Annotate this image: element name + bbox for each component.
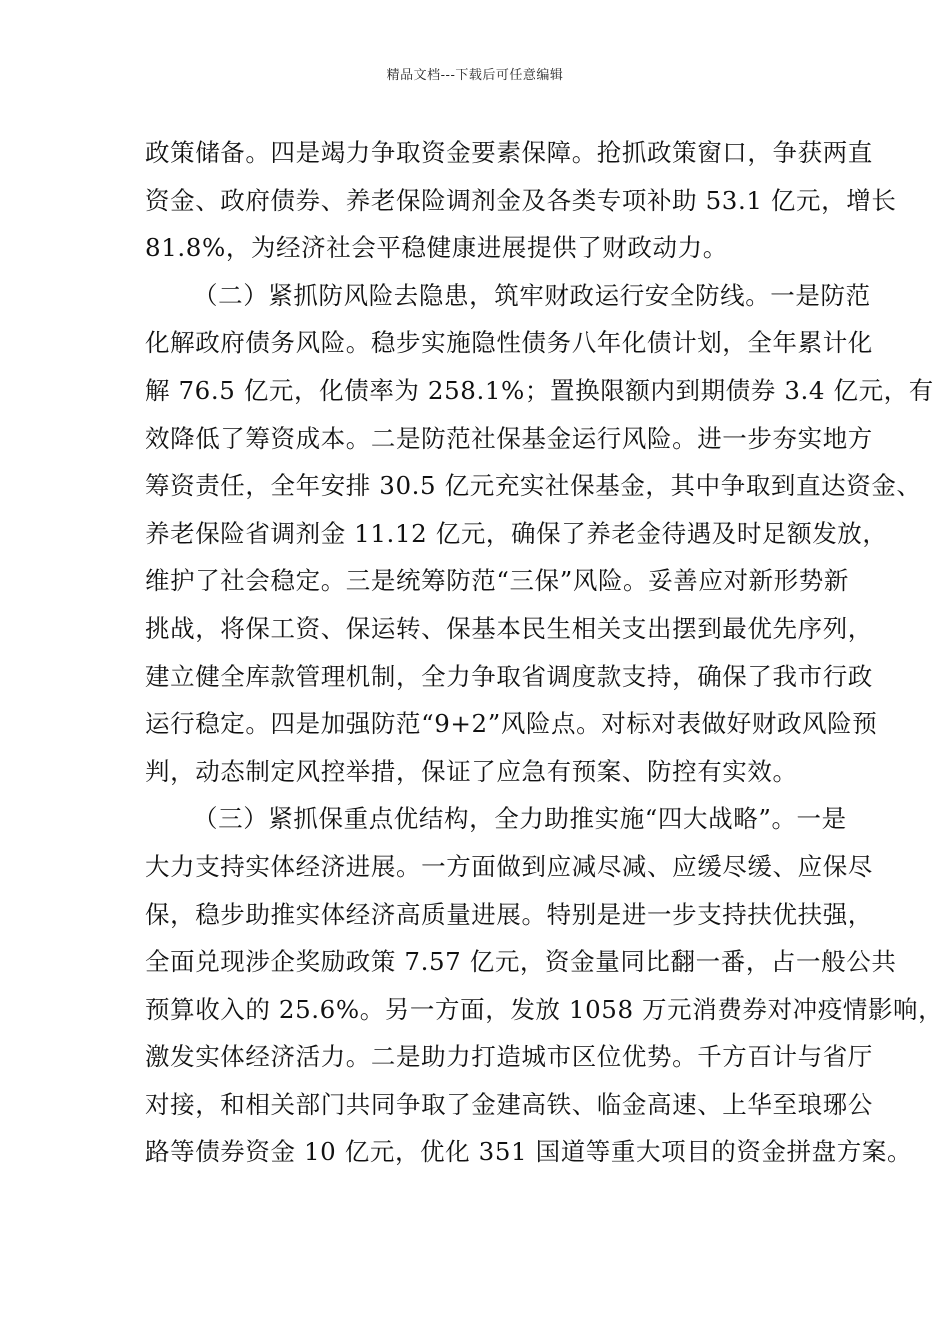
text-line: 运行稳定。四是加强防范“9+2”风险点。对标对表做好财政风险预 bbox=[145, 709, 878, 739]
text-line: 路等债券资金 10 亿元，优化 351 国道等重大项目的资金拼盘方案。 bbox=[145, 1137, 913, 1167]
text-line: 效降低了筹资成本。二是防范社保基金运行风险。进一步夯实地方 bbox=[145, 423, 873, 453]
section-heading-line: （二）紧抓防风险去隐患，筑牢财政运行安全防线。一是防范 bbox=[193, 280, 871, 310]
text-line: 建立健全库款管理机制，全力争取省调度款支持，确保了我市行政 bbox=[145, 661, 873, 691]
text-line: 预算收入的 25.6%。另一方面，发放 1058 万元消费券对冲疫情影响， bbox=[145, 994, 944, 1024]
section-heading-line: （三）紧抓保重点优结构，全力助推实施“四大战略”。一是 bbox=[193, 804, 847, 834]
text-line: 激发实体经济活力。二是助力打造城市区位优势。千方百计与省厅 bbox=[145, 1042, 873, 1072]
text-line: 对接，和相关部门共同争取了金建高铁、临金高速、上华至琅琊公 bbox=[145, 1089, 873, 1119]
text-line: 挑战，将保工资、保运转、保基本民生相关支出摆到最优先序列， bbox=[145, 613, 873, 643]
text-line: 政策储备。四是竭力争取资金要素保障。抢抓政策窗口，争获两直 bbox=[145, 138, 873, 167]
text-line: 保，稳步助推实体经济高质量进展。特别是进一步支持扶优扶强， bbox=[145, 899, 873, 929]
text-line: 解 76.5 亿元，化债率为 258.1%；置换限额内到期债券 3.4 亿元，有 bbox=[145, 375, 934, 405]
text-line: 筹资责任，全年安排 30.5 亿元充实社保基金，其中争取到直达资金、 bbox=[145, 471, 922, 501]
document-body bbox=[145, 133, 944, 1180]
text-line: 判，动态制定风控举措，保证了应急有预案、防控有实效。 bbox=[145, 756, 798, 786]
text-line: 维护了社会稳定。三是统筹防范“三保”风险。妥善应对新形势新 bbox=[145, 566, 849, 596]
page-header: 精品文档---下载后可任意编辑 bbox=[386, 68, 564, 83]
text-line: 81.8%，为经济社会平稳健康进展提供了财政动力。 bbox=[145, 233, 728, 263]
text-line: 资金、政府债券、养老保险调剂金及各类专项补助 53.1 亿元，增长 bbox=[145, 185, 897, 215]
text-line: 化解政府债务风险。稳步实施隐性债务八年化债计划，全年累计化 bbox=[145, 328, 873, 358]
text-line: 养老保险省调剂金 11.12 亿元，确保了养老金待遇及时足额发放， bbox=[145, 518, 888, 548]
text-line: 大力支持实体经济进展。一方面做到应减尽减、应缓尽缓、应保尽 bbox=[145, 851, 873, 881]
text-line: 全面兑现涉企奖励政策 7.57 亿元，资金量同比翻一番，占一般公共 bbox=[145, 947, 897, 977]
